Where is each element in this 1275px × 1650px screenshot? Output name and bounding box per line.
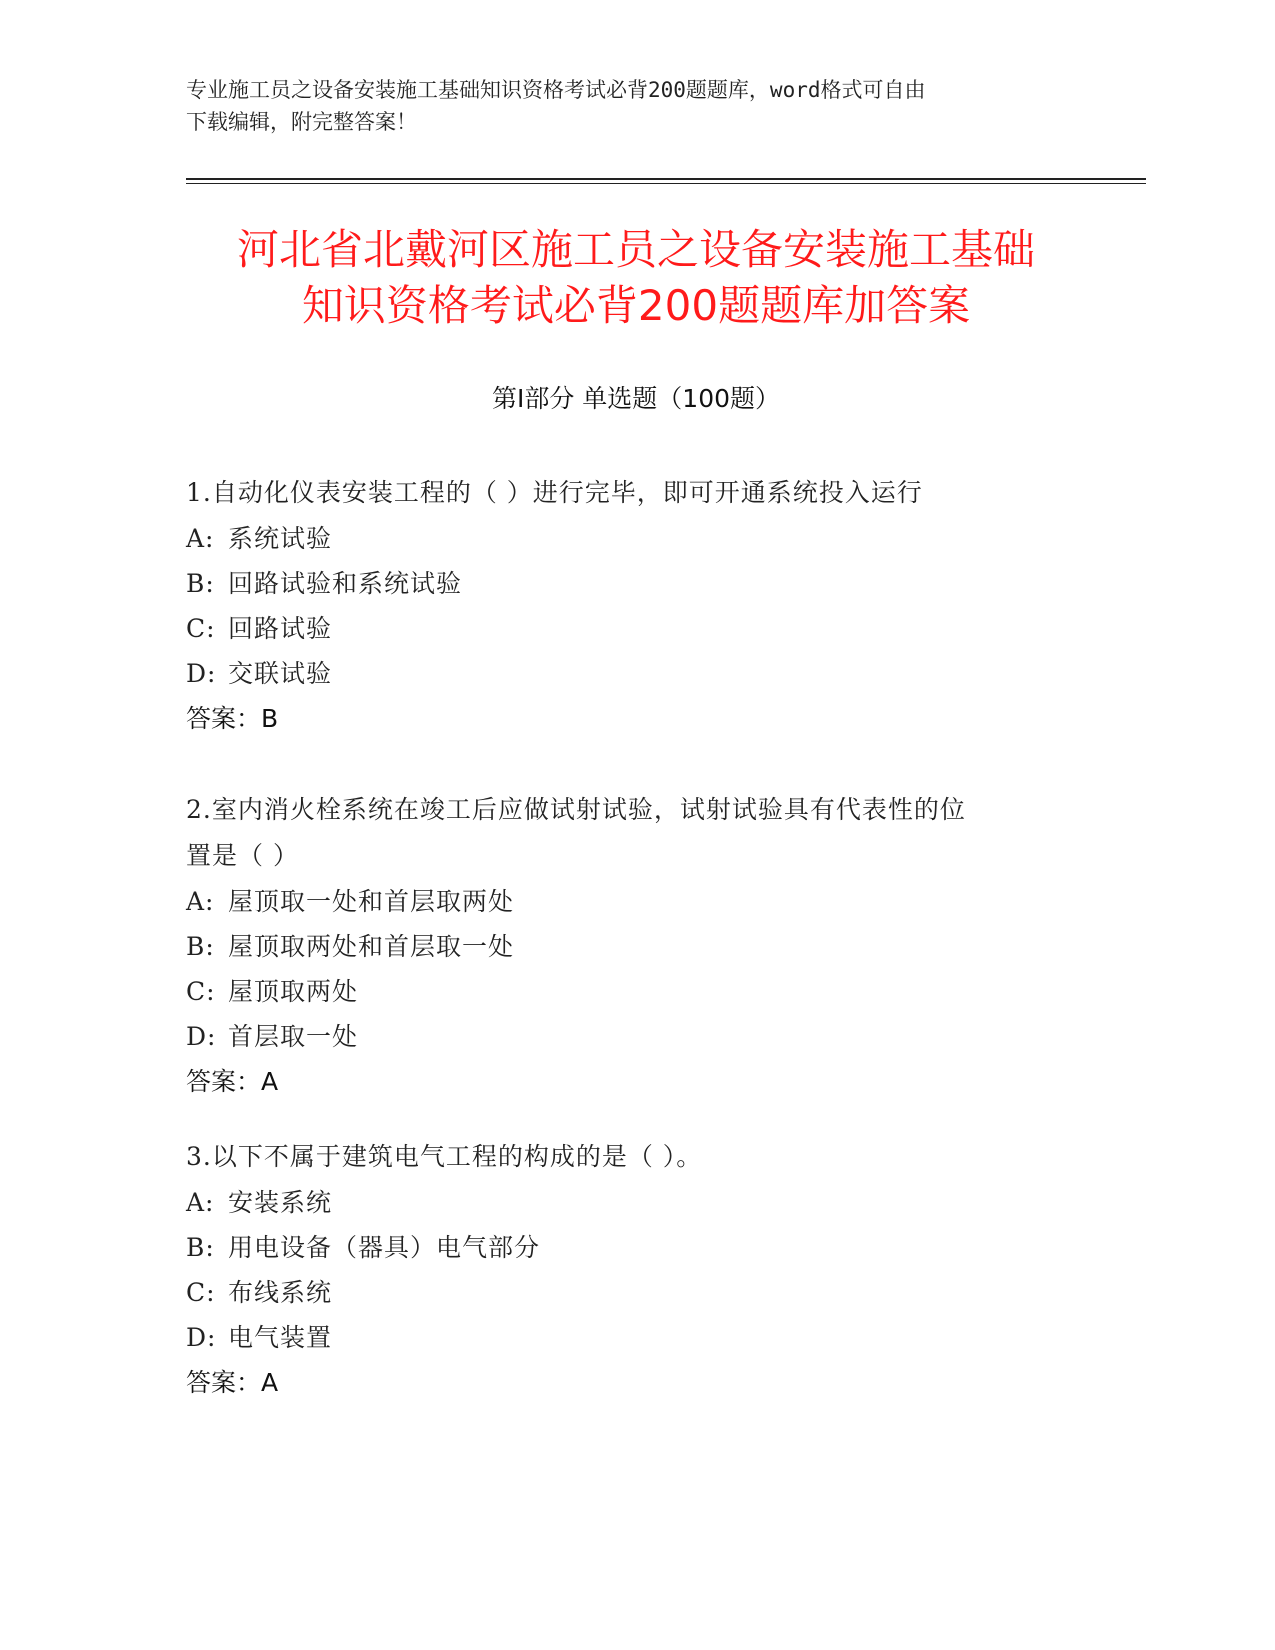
option-text: 系统试验	[228, 524, 333, 553]
question-1	[186, 470, 1066, 741]
section-title: 第I部分 单选题（100题）	[491, 384, 781, 413]
question-stem	[186, 1134, 1066, 1180]
option-key: B:	[186, 1233, 215, 1262]
question-3	[186, 1134, 1066, 1405]
option-text: 回路试验和系统试验	[228, 569, 463, 598]
answer-line: 答案：A	[186, 1368, 279, 1397]
option-key: C:	[186, 614, 216, 643]
option-text: 安装系统	[228, 1188, 333, 1217]
header-divider-thin	[186, 183, 1146, 184]
option-key: B:	[186, 932, 215, 961]
option-text: 交联试验	[228, 659, 333, 688]
option-a	[186, 1180, 1066, 1225]
option-key: C:	[186, 1278, 216, 1307]
option-text: 屋顶取两处和首层取一处	[228, 932, 515, 961]
answer-line: 答案：A	[186, 1067, 279, 1096]
option-d	[186, 1315, 1066, 1360]
option-text: 电气装置	[228, 1323, 333, 1352]
question-stem	[186, 470, 1066, 516]
option-key: D:	[186, 1323, 217, 1352]
option-c	[186, 606, 1066, 651]
option-text: 屋顶取一处和首层取两处	[228, 887, 515, 916]
option-c	[186, 1270, 1066, 1315]
option-text: 屋顶取两处	[228, 977, 359, 1006]
option-text: 回路试验	[228, 614, 333, 643]
option-text: 布线系统	[228, 1278, 333, 1307]
document-title-line-1: 河北省北戴河区施工员之设备安装施工基础	[236, 225, 1035, 274]
question-stem-line: 2.室内消火栓系统在竣工后应做试射试验，试射试验具有代表性的位	[186, 795, 966, 824]
option-c	[186, 969, 1066, 1014]
option-a	[186, 516, 1066, 561]
header-divider-thick	[186, 178, 1146, 180]
option-key: D:	[186, 1022, 217, 1051]
option-a	[186, 879, 1066, 924]
option-key: A:	[186, 1188, 215, 1217]
option-text: 用电设备（器具）电气部分	[228, 1233, 541, 1262]
header-note-line-2: 下载编辑，附完整答案！	[186, 110, 417, 134]
answer-line: 答案：B	[186, 704, 279, 733]
question-2	[186, 787, 1066, 1104]
option-key: D:	[186, 659, 217, 688]
option-key: B:	[186, 569, 215, 598]
option-d	[186, 651, 1066, 696]
question-stem	[186, 787, 1066, 879]
option-b	[186, 924, 1066, 969]
option-b	[186, 561, 1066, 606]
option-text: 首层取一处	[228, 1022, 359, 1051]
header-note	[186, 74, 1086, 138]
option-b	[186, 1225, 1066, 1270]
document-title-line-2: 知识资格考试必背200题题库加答案	[301, 281, 971, 330]
option-key: A:	[186, 887, 215, 916]
document-title	[186, 222, 1086, 334]
header-note-line-1: 专业施工员之设备安装施工基础知识资格考试必背200题题库，word格式可自由	[186, 78, 926, 102]
question-stem-line: 1.自动化仪表安装工程的（ ）进行完毕，即可开通系统投入运行	[186, 478, 923, 507]
option-d	[186, 1014, 1066, 1059]
option-key: A:	[186, 524, 215, 553]
option-key: C:	[186, 977, 216, 1006]
question-stem-line: 置是（ ）	[186, 841, 299, 870]
question-stem-line: 3.以下不属于建筑电气工程的构成的是（ ）。	[186, 1142, 703, 1171]
